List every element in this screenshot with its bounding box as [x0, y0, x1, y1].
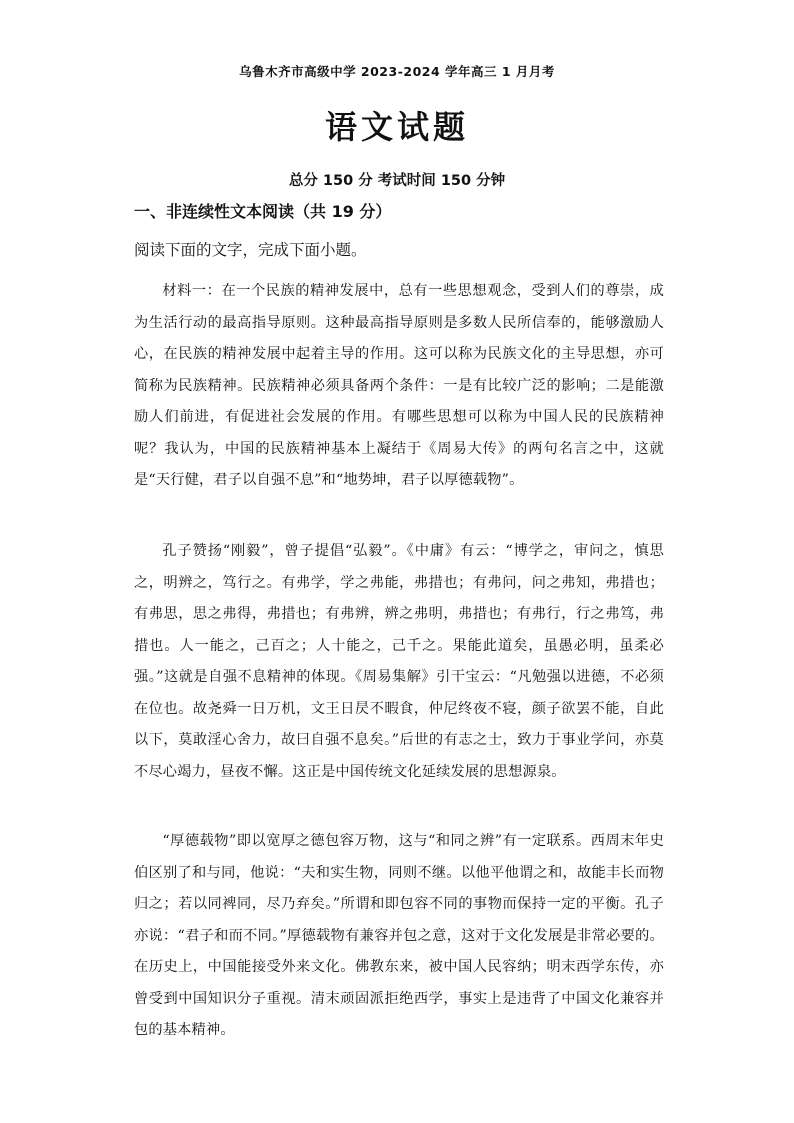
material-paragraph-2: 孔子赞扬“刚毅”，曾子提倡“弘毅”。《中庸》有云：“博学之，审问之，慎思之，明辨之，笃行之。有弗学，学之弗能，弗措也；有弗问，问之弗知，弗措也；有弗思，思之弗得，弗措也；有弗辨，辨之弗明，弗措也；有弗行，行之弗笃，弗措也。人一能之，己百之；人十能之，己千之。果能此道矣，虽愚必明，虽柔必强。”这就是自强不息精神的体现。《周易集解》引干宝云：“凡勉强以进德，不必须在位也。故尧舜一日万机，文王日昃不暇食，仲尼终夜不寝，颜子欲罢不能，自此以下，莫敢淫心舍力，故曰自强不息矣。”后世的有志之士，致力于事业学问，亦莫不尽心竭力，昼夜不懈。这正是中国传统文化延续发展的思想源泉。	[134, 543, 664, 780]
reading-instruction: 阅读下面的文字，完成下面小题。	[134, 241, 367, 259]
page-title: 语文试题	[324, 108, 469, 146]
material-paragraph-1: 材料一：在一个民族的精神发展中，总有一些思想观念，受到人们的尊崇，成为生活行动的最高指导原则。这种最高指导原则是多数人民所信奉的，能够激励人心，在民族的精神发展中起着主导的作用。这可以称为民族文化的主导思想，亦可简称为民族精神。民族精神必须具备两个条件：一是有比较广泛的影响；二是能激励人们前进，有促进社会发展的作用。有哪些思想可以称为中国人民的民族精神呢？我认为，中国的民族精神基本上凝结于《周易大传》的两句名言之中，这就是“天行健，君子以自强不息”和“地势坤，君子以厚德载物”。	[134, 283, 664, 488]
section-heading: 一、非连续性文本阅读（共 19 分）	[134, 202, 392, 221]
exam-subtitle: 总分 150 分 考试时间 150 分钟	[288, 173, 506, 189]
exam-info-header: 乌鲁木齐市高级中学 2023-2024 学年高三 1 月月考	[239, 64, 555, 79]
material-paragraph-3: “厚德载物”即以宽厚之德包容万物，这与“和同之辨”有一定联系。西周末年史伯区别了和与同，他说：“夫和实生物，同则不继。以他平他谓之和，故能丰长而物归之；若以同裨同，尽乃弃矣。”所谓和即包容不同的事物而保持一定的平衡。孔子亦说：“君子和而不同。”厚德载物有兼容并包之意，这对于文化发展是非常必要的。在历史上，中国能接受外来文化。佛教东来，被中国人民容纳；明末西学东传，亦曾受到中国知识分子重视。清末顽固派拒绝西学，事实上是违背了中国文化兼容并包的基本精神。	[134, 833, 664, 1038]
